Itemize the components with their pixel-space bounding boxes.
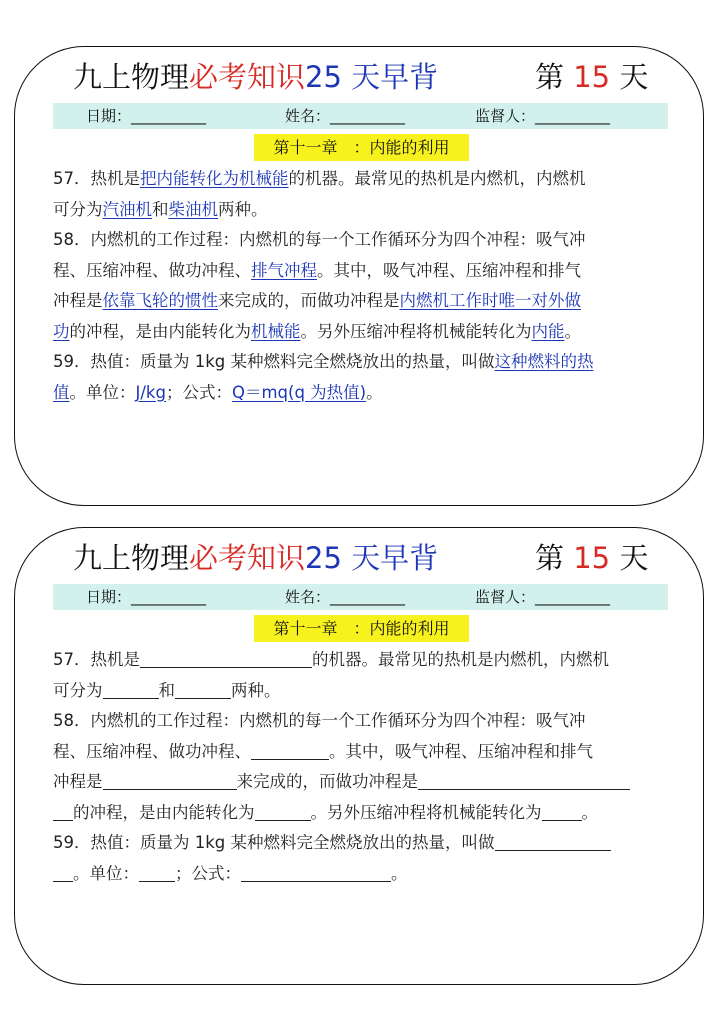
text-segment: ；公式： [175,863,241,883]
blank-field[interactable] [251,739,329,760]
answer-text: 柴油机 [168,199,218,219]
text-line [53,347,678,378]
text-segment: 的机器。最常见的热机是内燃机，内燃机 [312,650,609,669]
answer-text: 内燃机工作时唯一对外做 [399,291,581,310]
blank-field[interactable] [255,800,311,821]
blank-field[interactable] [495,830,611,851]
text-segment: 程、压缩冲程、做功冲程、 [53,741,251,761]
text-segment: 。另外压缩冲程将机械能转化为 [310,802,542,822]
title-days: 25 天早背 [305,60,439,94]
text-line [53,828,678,859]
blank-field[interactable] [140,647,312,668]
name-field[interactable]: 姓名：__________ [285,107,406,125]
blank-field[interactable] [542,800,582,821]
answer-text: 汽油机 [102,199,152,219]
text-line [53,737,678,768]
chapter-heading: 第十一章 ：内能的利用 [254,615,469,642]
answer-card [14,46,704,506]
text-segment: 和 [158,680,175,700]
card-title [15,55,703,99]
text-segment: 两种。 [231,680,281,700]
blank-field[interactable] [175,678,231,699]
chapter-heading: 第十一章 ：内能的利用 [254,134,469,161]
blank-field[interactable] [53,861,73,882]
title-subject: 九上物理 [73,60,190,94]
text-segment: ；公式： [165,382,232,402]
answer-text: 功 [53,321,70,341]
answer-text: 机械能 [251,321,301,341]
text-segment: 。 [366,382,383,402]
text-line [53,676,678,707]
text-segment: 冲程是 [53,772,103,791]
day-number: 15 [573,60,611,94]
name-field[interactable]: 姓名：__________ [285,588,406,606]
text-line [53,798,678,829]
text-line: 58．内燃机的工作过程：内燃机的每一个工作循环分为四个冲程：吸气冲 [53,230,586,249]
text-line: 58．内燃机的工作过程：内燃机的每一个工作循环分为四个冲程：吸气冲 [53,711,586,730]
text-line [53,317,678,348]
text-segment: 。其中，吸气冲程、压缩冲程和排气 [329,741,593,761]
text-segment: 。 [391,863,408,883]
text-segment: 。另外压缩冲程将机械能转化为 [300,321,532,341]
supervisor-field[interactable]: 监督人：__________ [475,588,611,606]
text-segment: 冲程是 [53,291,103,310]
text-line [53,195,678,226]
blank-field[interactable] [53,800,73,821]
practice-card [14,527,704,985]
info-bar [53,584,668,610]
info-bar [53,103,668,129]
answer-text: 把内能转化为机械能 [140,169,289,188]
title-must-know: 必考知识 [189,541,306,575]
answer-text: 值 [53,382,70,402]
text-segment: 的机器。最常见的热机是内燃机，内燃机 [288,169,586,188]
answer-text: J/kg [135,382,166,402]
day-prefix: 第 [535,541,574,575]
blank-field[interactable] [103,769,237,790]
text-segment: 57．热机是 [53,650,140,669]
text-line [53,378,678,409]
text-segment: 。单位： [73,863,139,883]
supervisor-field[interactable]: 监督人：__________ [475,107,611,125]
text-segment: 的冲程，是由内能转化为 [69,321,251,341]
practice-text [53,645,678,889]
knowledge-text [53,164,678,408]
text-segment: 。其中，吸气冲程、压缩冲程和排气 [317,260,581,280]
text-line [53,256,678,287]
text-line [53,859,678,890]
text-segment: 。 [564,321,581,341]
date-field[interactable]: 日期：__________ [86,588,207,606]
text-segment: 57．热机是 [53,169,140,188]
title-must-know: 必考知识 [189,60,306,94]
text-line [53,767,678,798]
text-segment: 程、压缩冲程、做功冲程、 [53,260,251,280]
text-segment: 和 [152,199,169,219]
answer-text: 这种燃料的热 [494,352,594,371]
answer-text: 排气冲程 [251,260,317,280]
text-segment: 可分为 [53,199,103,219]
answer-text: 内能 [531,321,565,341]
day-number: 15 [573,541,611,575]
text-segment: 59．热值：质量为 1kg 某种燃料完全燃烧放出的热量，叫做 [53,352,495,371]
day-prefix: 第 [535,60,574,94]
title-subject: 九上物理 [73,541,190,575]
text-segment: 的冲程，是由内能转化为 [73,802,255,822]
day-suffix: 天 [610,541,649,575]
blank-field[interactable] [418,769,630,790]
answer-text: Q＝mq(q 为热值) [231,382,367,402]
blank-field[interactable] [139,861,175,882]
text-segment: 59．热值：质量为 1kg 某种燃料完全燃烧放出的热量，叫做 [53,833,495,852]
answer-text: 依靠飞轮的惯性 [102,291,218,310]
text-segment: 来完成的，而做功冲程是 [236,772,418,791]
date-field[interactable]: 日期：__________ [86,107,207,125]
day-suffix: 天 [610,60,649,94]
text-segment: 两种。 [218,199,268,219]
card-title [15,536,703,580]
blank-field[interactable] [103,678,159,699]
text-segment: 。 [581,802,598,822]
text-segment: 可分为 [53,680,103,700]
title-days: 25 天早背 [305,541,439,575]
text-line [53,286,678,317]
text-segment: 来完成的，而做功冲程是 [218,291,400,310]
text-line [53,164,678,195]
blank-field[interactable] [241,861,391,882]
text-segment: 。单位： [69,382,136,402]
text-line [53,645,678,676]
